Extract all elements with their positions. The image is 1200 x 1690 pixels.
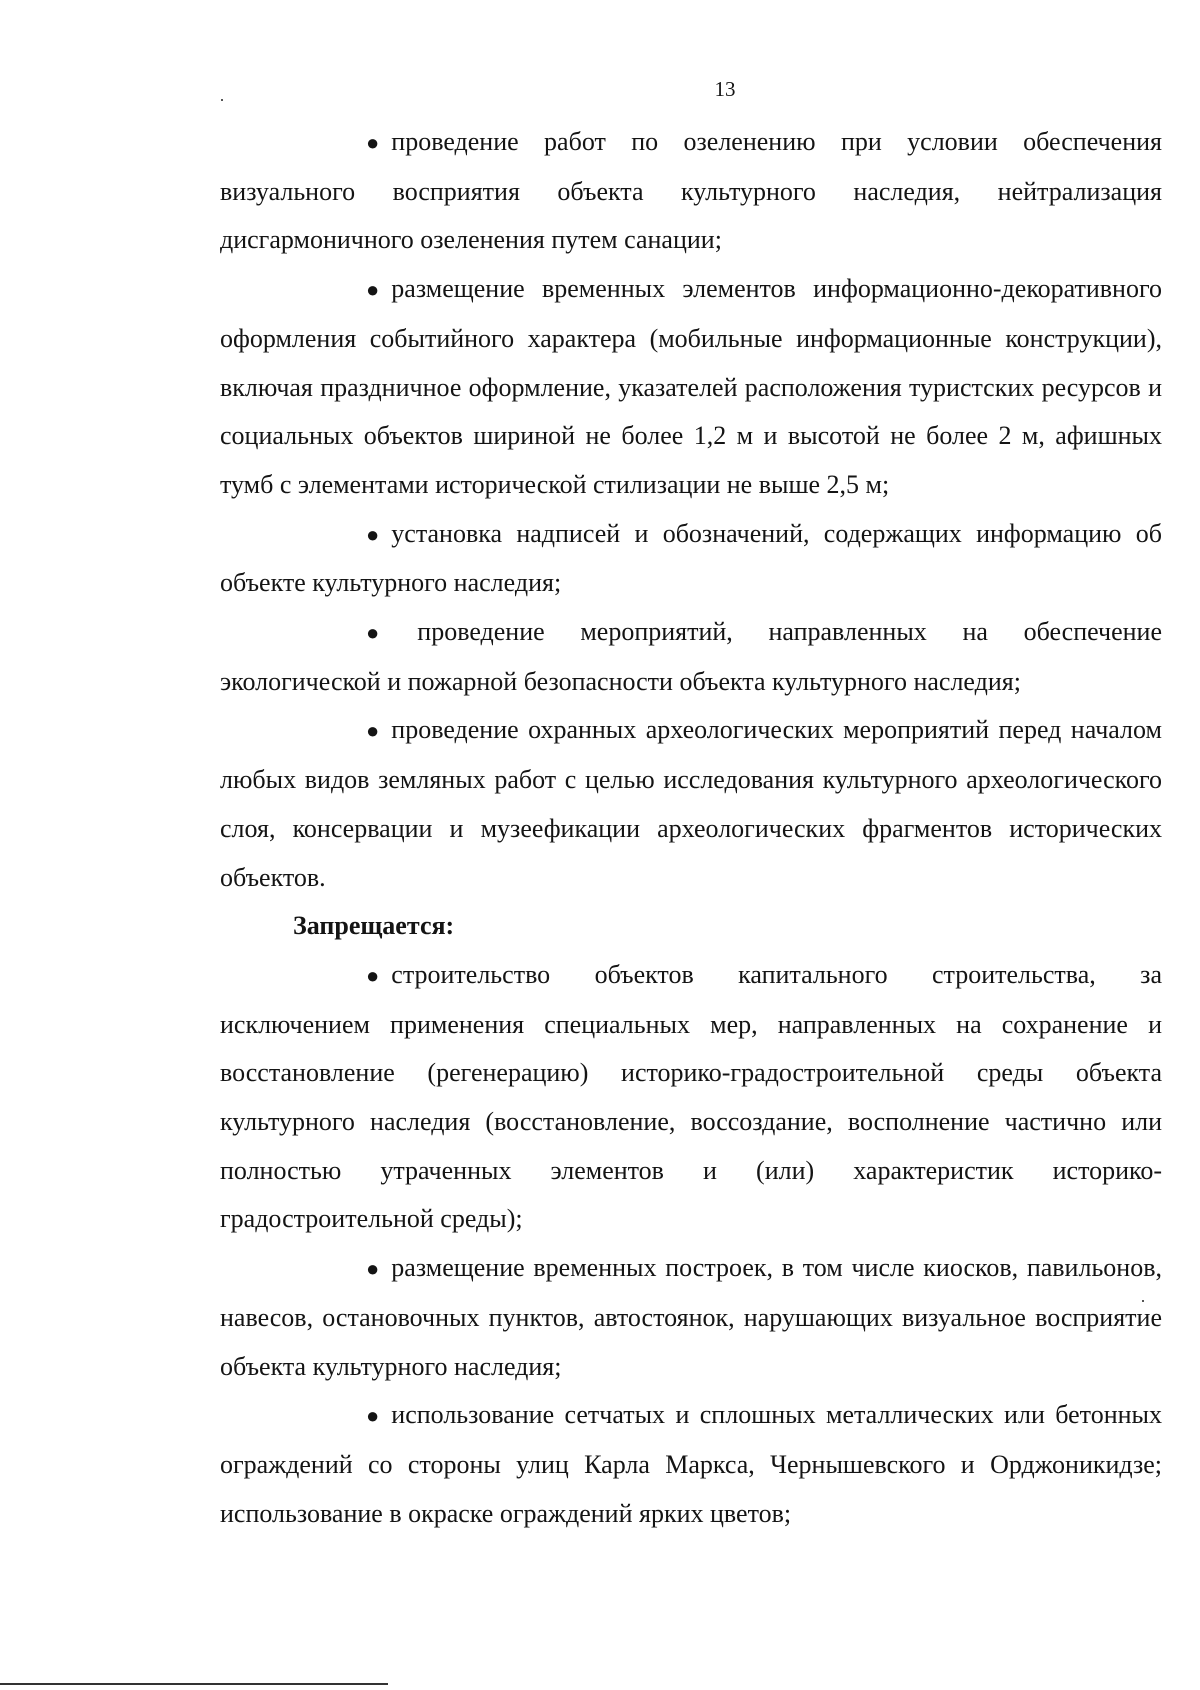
- bullet-paragraph: [220, 608, 1162, 706]
- bullet-paragraph: [220, 1391, 1162, 1538]
- bullet-icon: ●: [366, 718, 380, 744]
- page-number: 13: [714, 77, 736, 101]
- document-body: [220, 118, 1162, 1538]
- paragraph-text: размещение временных построек, в том числе киосков, павильонов, навесов, остановочных пунктов, автостоянок, нарушающих визуальное восприятие объекта культурного наследия;: [220, 1253, 1162, 1381]
- paragraph-text: размещение временных элементов информационно-декоративного оформления событийного характера (мобильные информационные конструкции), включая праздничное оформление, указателей расположения туристских ресурсов и социальных объектов шириной не более 1,2 м и высотой не более 2 м, афишных тумб с элементами исторической стилизации не выше 2,5 м;: [220, 274, 1162, 499]
- paragraph-text: проведение мероприятий, направленных на обеспечение экологической и пожарной безопасности объекта культурного наследия;: [220, 617, 1162, 696]
- section-heading: Запрещается:: [293, 911, 455, 941]
- bullet-paragraph: [220, 510, 1162, 608]
- bullet-icon: ●: [366, 962, 380, 988]
- bullet-icon: ●: [366, 521, 380, 547]
- paragraph-text: установка надписей и обозначений, содержащих информацию об объекте культурного наследия;: [220, 518, 1162, 598]
- bullet-icon: ●: [366, 130, 380, 155]
- bullet-paragraph: [220, 265, 1162, 510]
- footer-rule: [0, 1683, 388, 1685]
- paragraph-text: строительство объектов капитального строительства, за исключением применения специальных мер, направленных на сохранение и восстановление (регенерацию) историко-градостроительной среды объекта культурного наследия (восстановление, воссоздание, восполнение частично или полностью утраченных элементов и (или) характеристик историко-градостроительной среды);: [220, 959, 1162, 1234]
- bullet-icon: ●: [366, 277, 380, 303]
- bullet-icon: ●: [366, 1403, 380, 1429]
- bullet-paragraph: [220, 706, 1162, 902]
- bullet-icon: ●: [366, 620, 380, 646]
- bullet-icon: ●: [366, 1256, 380, 1282]
- paragraph-text: проведение охранных археологических мероприятий перед началом любых видов земляных работ с целью исследования культурного археологического слоя, консервации и музеефикации археологических фрагментов исторических объектов.: [220, 715, 1162, 892]
- bullet-paragraph: [220, 951, 1162, 1244]
- scan-speck: [221, 99, 223, 101]
- paragraph-text: использование сетчатых и сплошных металлических или бетонных ограждений со стороны улиц Карла Маркса, Чернышевского и Орджоникидзе; использование в окраске ограждений ярких цветов;: [220, 1400, 1162, 1528]
- paragraph-text: проведение работ по озеленению при условии обеспечения визуального восприятия объекта культурного наследия, нейтрализация дисгармоничного озеленения путем санации;: [220, 127, 1162, 255]
- bullet-paragraph: [220, 1244, 1162, 1391]
- bullet-paragraph: [220, 118, 1162, 265]
